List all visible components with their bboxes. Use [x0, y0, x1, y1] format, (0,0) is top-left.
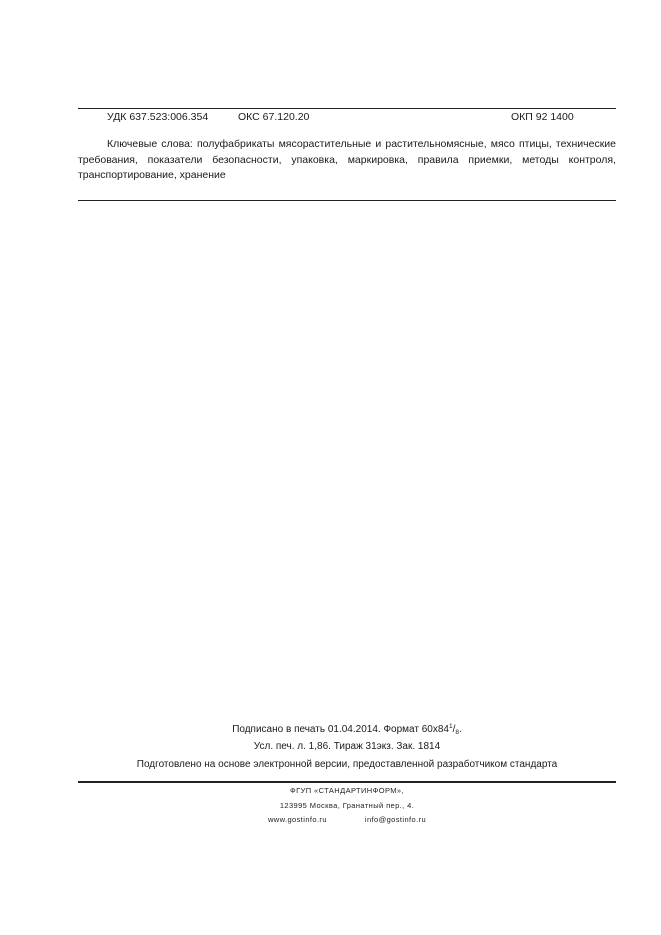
- signed-for-print-line: [78, 723, 616, 736]
- publisher-contacts-line: [78, 815, 616, 824]
- publisher-address-line: [78, 801, 616, 810]
- publisher-name-line: [78, 786, 616, 795]
- keywords-paragraph: [78, 137, 616, 184]
- signed-for-print-text: Подписано в печать 01.04.2014. Формат 60х84: [232, 724, 449, 735]
- print-sheets-text: Усл. печ. л. 1,86. Тираж 31экз. Зак. 1814: [253, 741, 441, 752]
- format-end: .: [459, 724, 462, 735]
- publisher-email: info@gostinfo.ru: [364, 815, 427, 824]
- udk-code: УДК 637.523:006.354: [107, 111, 209, 123]
- print-sheets-line: [78, 741, 616, 752]
- keywords-text: Ключевые слова: полуфабрикаты мясорастительные и растительномясные, мясо птицы, технические требования, показатели безопасности, упаковка, маркировка, правила приемки, методы контроля, транспортирование, хранение: [78, 138, 616, 181]
- publisher-rule: [78, 781, 616, 783]
- prepared-text: Подготовлено на основе электронной версии, предоставленной разработчиком стандарта: [136, 759, 558, 770]
- okp-code: ОКП 92 1400: [511, 111, 574, 123]
- keywords-bottom-rule: [78, 200, 616, 201]
- top-rule: [78, 108, 616, 109]
- format-numerator: 1: [448, 723, 453, 730]
- publisher-website: www.gostinfo.ru: [267, 815, 327, 824]
- format-denominator: 8: [455, 729, 460, 736]
- format-slash: /: [452, 724, 456, 735]
- publisher-name: ФГУП «СТАНДАРТИНФОРМ»,: [290, 786, 404, 795]
- classifier-codes: [107, 111, 616, 125]
- prepared-line: [78, 759, 616, 770]
- publisher-address: 123995 Москва, Гранатный пер., 4.: [279, 801, 415, 810]
- oks-code: ОКС 67.120.20: [238, 111, 310, 123]
